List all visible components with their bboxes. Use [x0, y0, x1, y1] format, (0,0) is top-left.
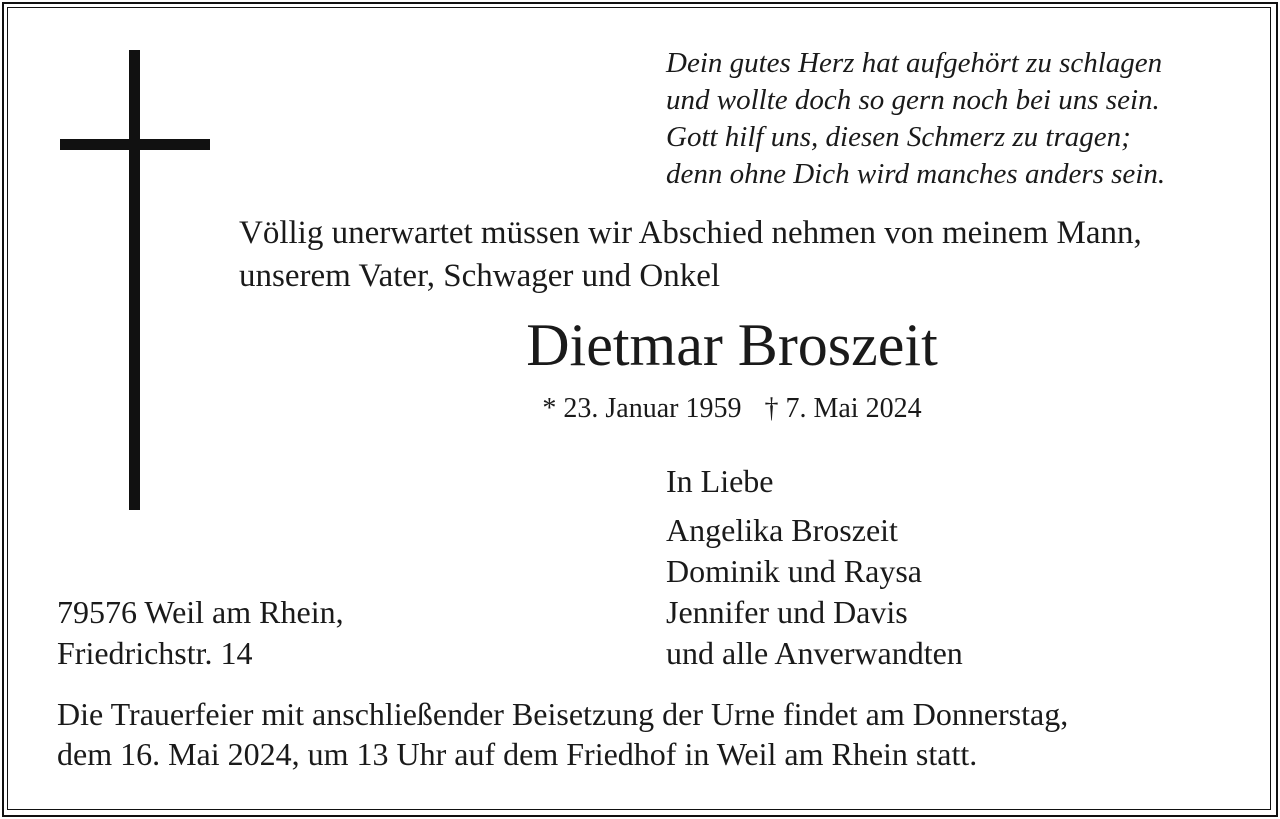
intro-line: unserem Vater, Schwager und Onkel	[239, 258, 721, 294]
cross-horizontal-bar	[60, 139, 210, 150]
intro-text	[239, 212, 1142, 298]
address-city: 79576 Weil am Rhein,	[57, 594, 344, 630]
ceremony-info	[57, 694, 1068, 774]
poem-line: Dein gutes Herz hat aufgehört zu schlagen	[666, 47, 1163, 79]
mourners-list	[666, 510, 963, 674]
poem	[666, 45, 1165, 193]
poem-line: und wollte doch so gern noch bei uns sein.	[666, 84, 1160, 116]
life-dates	[0, 392, 1280, 426]
address-street: Friedrichstr. 14	[57, 635, 253, 671]
mourner-name: Dominik und Raysa	[666, 553, 922, 589]
mourner-name: Angelika Broszeit	[666, 512, 898, 548]
mourner-name: Jennifer und Davis	[666, 594, 908, 630]
poem-line: denn ohne Dich wird manches anders sein.	[666, 158, 1166, 190]
mourners-heading: In Liebe	[666, 463, 774, 499]
death-date: † 7. Mai 2024	[764, 393, 922, 424]
intro-line: Völlig unerwartet müssen wir Abschied nehmen von meinem Mann,	[239, 215, 1142, 251]
birth-date: * 23. Januar 1959	[542, 393, 742, 424]
address	[57, 592, 344, 674]
deceased-name: Dietmar Broszeit	[526, 312, 938, 378]
cross-vertical-bar	[129, 50, 140, 510]
poem-line: Gott hilf uns, diesen Schmerz zu tragen;	[666, 121, 1131, 153]
ceremony-line: Die Trauerfeier mit anschließender Beisetzung der Urne findet am Donnerstag,	[57, 696, 1069, 732]
mourner-name: und alle Anverwandten	[666, 635, 963, 671]
ceremony-line: dem 16. Mai 2024, um 13 Uhr auf dem Friedhof in Weil am Rhein statt.	[57, 736, 978, 772]
